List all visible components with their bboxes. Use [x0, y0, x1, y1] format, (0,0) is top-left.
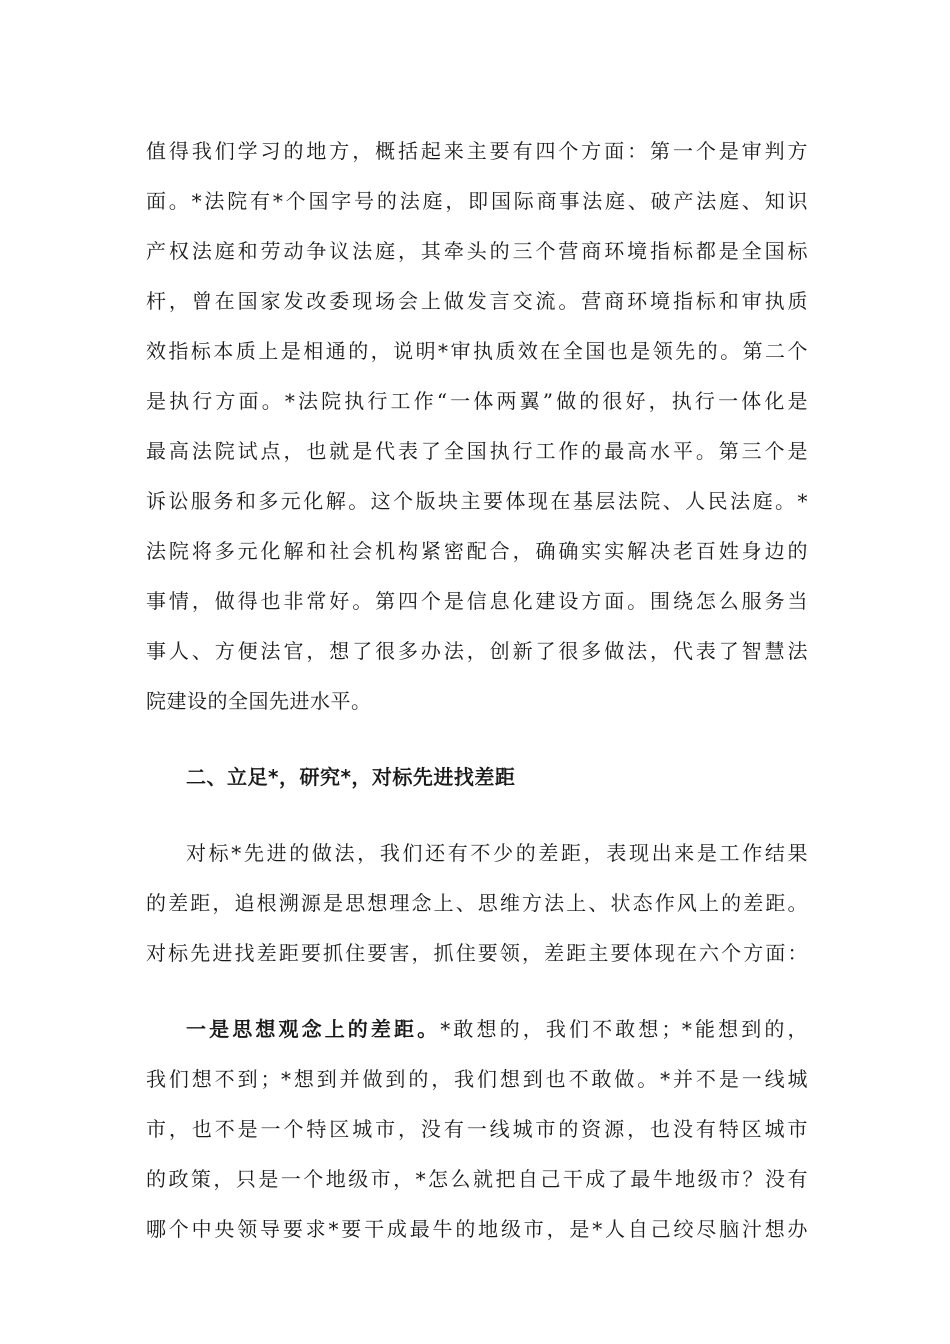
text-line: 的差距，追根溯源是思想理念上、思维方法上、状态作风上的差距。: [146, 891, 808, 915]
text-line: 的政策，只是一个地级市，*怎么就把自己干成了最牛地级市？没有: [146, 1167, 808, 1191]
paragraph-1: [146, 126, 808, 726]
text-line: [146, 1004, 808, 1054]
text-line: 哪个中央领导要求*要干成最牛的地级市，是*人自己绞尽脑汁想办: [146, 1217, 808, 1241]
paragraph-gap: [146, 978, 808, 1004]
document-body: [146, 126, 808, 1254]
paragraph-gap: [146, 802, 808, 828]
text-line: 产权法庭和劳动争议法庭，其牵头的三个营商环境指标都是全国标: [146, 239, 808, 263]
text-line: 事人、方便法官，想了很多办法，创新了很多做法，代表了智慧法: [146, 639, 808, 663]
text-line: 院建设的全国先进水平。: [146, 689, 372, 713]
text-line: 法院将多元化解和社会机构紧密配合，确确实实解决老百姓身边的: [146, 539, 808, 563]
section-heading: 二、立足*，研究*，对标先进找差距: [186, 765, 516, 789]
paragraph-2: [146, 828, 808, 978]
bold-lead-text: 一是思想观念上的差距。: [186, 1017, 441, 1041]
text-line: 我们想不到；*想到并做到的，我们想到也不敢做。*并不是一线城: [146, 1067, 808, 1091]
lead-line-rest: *敢想的，我们不敢想；*能想到的，: [440, 1017, 809, 1041]
text-line: 事情，做得也非常好。第四个是信息化建设方面。围绕怎么服务当: [146, 589, 808, 613]
text-line: 市，也不是一个特区城市，没有一线城市的资源，也没有特区城市: [146, 1117, 808, 1141]
text-line: 杆，曾在国家发改委现场会上做发言交流。营商环境指标和审执质: [146, 289, 808, 313]
text-line: 面。*法院有*个国字号的法庭，即国际商事法庭、破产法庭、知识: [146, 189, 808, 213]
text-line: 最高法院试点，也就是代表了全国执行工作的最高水平。第三个是: [146, 439, 808, 463]
text-line: 对标*先进的做法，我们还有不少的差距，表现出来是工作结果: [186, 841, 808, 865]
paragraph-gap: [146, 726, 808, 752]
text-line: 值得我们学习的地方，概括起来主要有四个方面：第一个是审判方: [146, 139, 808, 163]
text-line: 是执行方面。*法院执行工作“一体两翼”做的很好，执行一体化是: [146, 389, 808, 413]
text-line: 诉讼服务和多元化解。这个版块主要体现在基层法院、人民法庭。*: [146, 489, 808, 513]
text-line: 对标先进找差距要抓住要害，抓住要领，差距主要体现在六个方面：: [146, 941, 808, 965]
paragraph-3: [146, 1004, 808, 1254]
text-line: 效指标本质上是相通的，说明*审执质效在全国也是领先的。第二个: [146, 339, 808, 363]
